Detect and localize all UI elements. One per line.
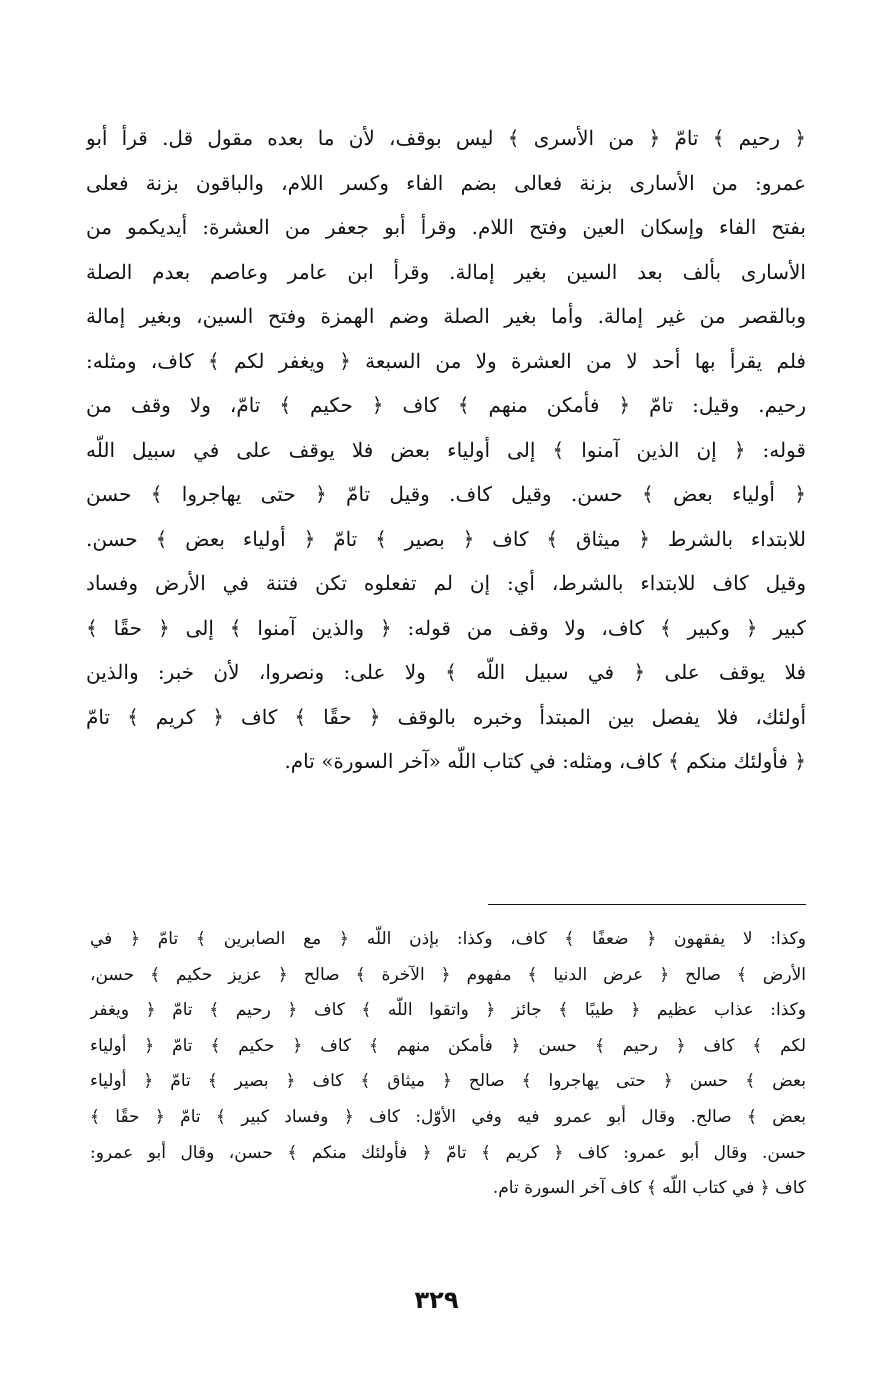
main-text-line: ﴿ رحيم ﴾ تامّ ﴿ من الأسرى ﴾ ليس بوقف، لأن ما بعده مقول قل. قرأ أبو	[86, 126, 806, 150]
footnote-line: وكذا: عذاب عظيم ﴿ طيبًا ﴾ جائز ﴿ واتقوا اللّه ﴾ كاف ﴿ رحيم ﴾ تامّ ﴿ ويغفر	[90, 1000, 806, 1021]
main-text-line: للابتداء بالشرط ﴿ ميثاق ﴾ كاف ﴿ بصير ﴾ تامّ ﴿ أولياء بعض ﴾ حسن.	[86, 526, 806, 551]
main-text-line: عمرو: من الأسارى بزنة فعالى بضم الفاء وكسر اللام، والباقون بزنة فعلى	[86, 170, 806, 195]
main-text-line: رحيم. وقيل: تامّ ﴿ فأمكن منهم ﴾ كاف ﴿ حكيم ﴾ تامّ، ولا وقف من	[86, 393, 806, 417]
main-text-line: وقيل كاف للابتداء بالشرط، أي: إن لم تفعلوه تكن فتنة في الأرض وفساد	[86, 571, 806, 595]
main-text-body	[86, 116, 806, 784]
footnote-body	[90, 922, 806, 1207]
main-text-line: فلا يوقف على ﴿ في سبيل اللّه ﴾ ولا على: ونصروا، لأن خبر: والذين	[86, 660, 806, 684]
footnote-line: حسن. وقال أبو عمرو: كاف ﴿ كريم ﴾ تامّ ﴿ فأولئك منكم ﴾ حسن، وقال أبو عمرو:	[90, 1142, 806, 1163]
footnote-line: بعض ﴾ حسن ﴿ حتى يهاجروا ﴾ صالح ﴿ ميثاق ﴾ كاف ﴿ بصير ﴾ تامّ ﴿ أولياء	[90, 1071, 806, 1092]
footnote-line: وكذا: لا يفقهون ﴿ ضعفًا ﴾ كاف، وكذا: بإذن اللّه ﴿ مع الصابرين ﴾ تامّ ﴿ في	[90, 929, 806, 949]
main-text-line: قوله: ﴿ إن الذين آمنوا ﴾ إلى أولياء بعض فلا يوقف على في سبيل اللّه	[86, 437, 806, 462]
main-text-line: أولئك، فلا يفصل بين المبتدأ وخبره بالوقف ﴿ حقًا ﴾ كاف ﴿ كريم ﴾ تامّ	[86, 704, 806, 729]
footnote-line: بعض ﴾ صالح. وقال أبو عمرو فيه وفي الأوّل: كاف ﴿ وفساد كبير ﴾ تامّ ﴿ حقًا ﴾	[90, 1106, 806, 1127]
main-text-line: ﴿ أولياء بعض ﴾ حسن. وقيل كاف. وقيل تامّ ﴿ حتى يهاجروا ﴾ حسن	[86, 482, 806, 506]
footnote-line: الأرض ﴾ صالح ﴿ عرض الدنيا ﴾ مفهوم ﴿ الآخرة ﴾ صالح ﴿ عزيز حكيم ﴾ حسن،	[90, 964, 806, 985]
main-text-line: ﴿ فأولئك منكم ﴾ كاف، ومثله: في كتاب اللّه «آخر السورة» تام.	[284, 749, 806, 773]
main-text-line: وبالقصر من غير إمالة. وأما بغير الصلة وضم الهمزة وفتح السين، وبغير إمالة	[86, 304, 806, 328]
footnote-line: لكم ﴾ كاف ﴿ رحيم ﴾ حسن ﴿ فأمكن منهم ﴾ كاف ﴿ حكيم ﴾ تامّ ﴿ أولياء	[90, 1035, 806, 1056]
main-text-line: الأسارى بألف بعد السين بغير إمالة. وقرأ ابن عامر وعاصم بعدم الصلة	[86, 259, 806, 284]
main-text-line: كبير ﴿ وكبير ﴾ كاف، ولا وقف من قوله: ﴿ والذين آمنوا ﴾ إلى ﴿ حقًا ﴾	[86, 615, 806, 640]
main-text-line: بفتح الفاء وإسكان العين وفتح اللام. وقرأ أبو جعفر من العشرة: أيديكمو من	[86, 215, 806, 239]
page-number: ٣٢٩	[414, 1286, 459, 1314]
footnote-line: كاف ﴿ في كتاب اللّه ﴾ كاف آخر السورة تام.	[492, 1178, 806, 1199]
main-text-line: فلم يقرأ بها أحد لا من العشرة ولا من السبعة ﴿ ويغفر لكم ﴾ كاف، ومثله:	[86, 348, 806, 373]
footnote-divider	[488, 904, 806, 905]
